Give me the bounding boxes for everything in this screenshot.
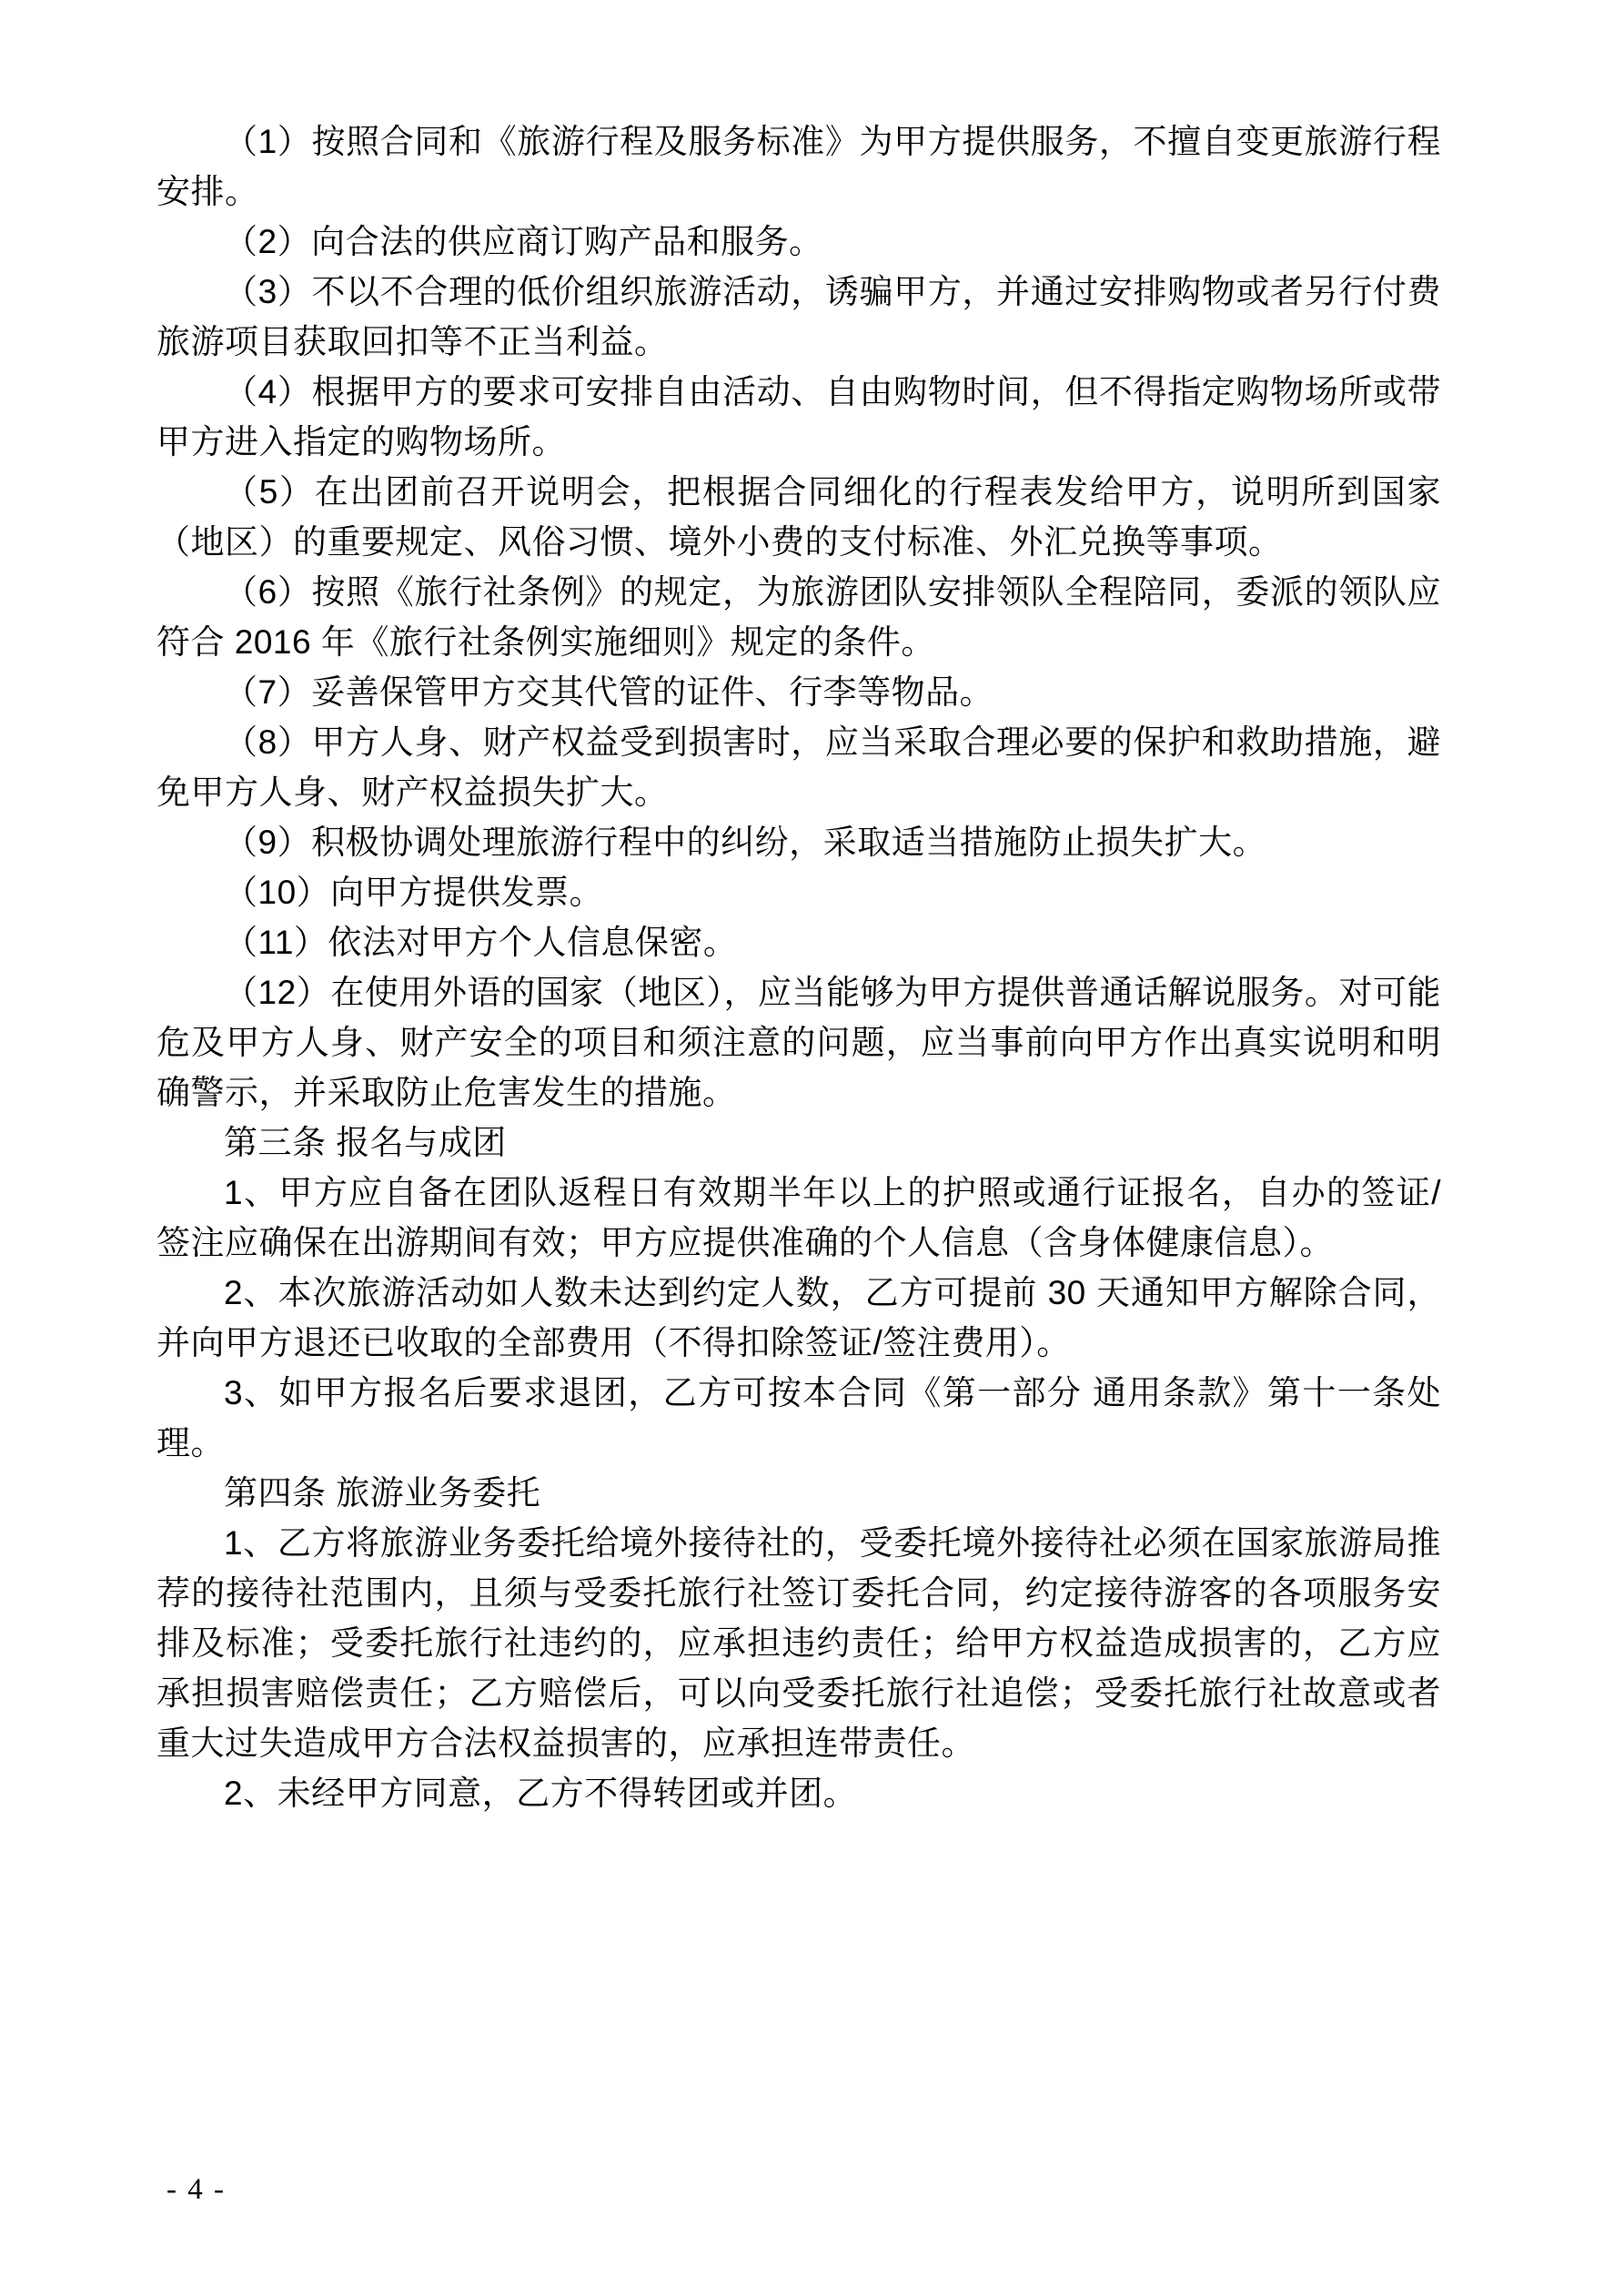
- document-content: [156, 116, 1441, 1818]
- paragraph: （9）积极协调处理旅游行程中的纠纷，采取适当措施防止损失扩大。: [224, 824, 1267, 861]
- paragraph: 2、本次旅游活动如人数未达到约定人数，乙方可提前 30 天通知甲方解除合同，并向甲方退还已收取的全部费用（不得扣除签证/签注费用）。: [156, 1274, 1441, 1361]
- paragraph: 第四条 旅游业务委托: [224, 1474, 541, 1512]
- paragraph: （3）不以不合理的低价组织旅游活动，诱骗甲方，并通过安排购物或者另行付费旅游项目获取回扣等不正当利益。: [156, 273, 1441, 360]
- paragraph: 1、甲方应自备在团队返程日有效期半年以上的护照或通行证报名，自办的签证/签注应确保在出游期间有效；甲方应提供准确的个人信息（含身体健康信息）。: [156, 1174, 1441, 1261]
- paragraph: 第三条 报名与成团: [224, 1124, 507, 1161]
- paragraph: 3、如甲方报名后要求退团，乙方可按本合同《第一部分 通用条款》第十一条处理。: [156, 1374, 1441, 1462]
- paragraph: （2）向合法的供应商订购产品和服务。: [224, 223, 823, 260]
- page-number: - 4 -: [166, 2173, 226, 2206]
- paragraph: （1）按照合同和《旅游行程及服务标准》为甲方提供服务，不擅自变更旅游行程安排。: [156, 123, 1441, 210]
- paragraph: （7）妥善保管甲方交其代管的证件、行李等物品。: [224, 673, 994, 711]
- paragraph: （6）按照《旅行社条例》的规定，为旅游团队安排领队全程陪同，委派的领队应符合 2016 年《旅行社条例实施细则》规定的条件。: [156, 573, 1441, 661]
- paragraph: （8）甲方人身、财产权益受到损害时，应当采取合理必要的保护和救助措施，避免甲方人身、财产权益损失扩大。: [156, 723, 1441, 811]
- paragraph: （4）根据甲方的要求可安排自由活动、自由购物时间，但不得指定购物场所或带甲方进入指定的购物场所。: [156, 373, 1441, 460]
- paragraph: （10）向甲方提供发票。: [224, 874, 604, 911]
- paragraph: （12）在使用外语的国家（地区），应当能够为甲方提供普通话解说服务。对可能危及甲方人身、财产安全的项目和须注意的问题，应当事前向甲方作出真实说明和明确警示，并采取防止危害发生的措施。: [156, 974, 1441, 1111]
- paragraph: 2、未经甲方同意，乙方不得转团或并团。: [224, 1775, 858, 1812]
- paragraph: （5）在出团前召开说明会，把根据合同细化的行程表发给甲方，说明所到国家（地区）的重要规定、风俗习惯、境外小费的支付标准、外汇兑换等事项。: [156, 473, 1441, 561]
- paragraph: （11）依法对甲方个人信息保密。: [224, 924, 738, 961]
- paragraph: 1、乙方将旅游业务委托给境外接待社的，受委托境外接待社必须在国家旅游局推荐的接待社范围内，且须与受委托旅行社签订委托合同，约定接待游客的各项服务安排及标准；受委托旅行社违约的，应承担违约责任；给甲方权益造成损害的，乙方应承担损害赔偿责任；乙方赔偿后，可以向受委托旅行社追偿；受委托旅行社故意或者重大过失造成甲方合法权益损害的，应承担连带责任。: [156, 1524, 1441, 1762]
